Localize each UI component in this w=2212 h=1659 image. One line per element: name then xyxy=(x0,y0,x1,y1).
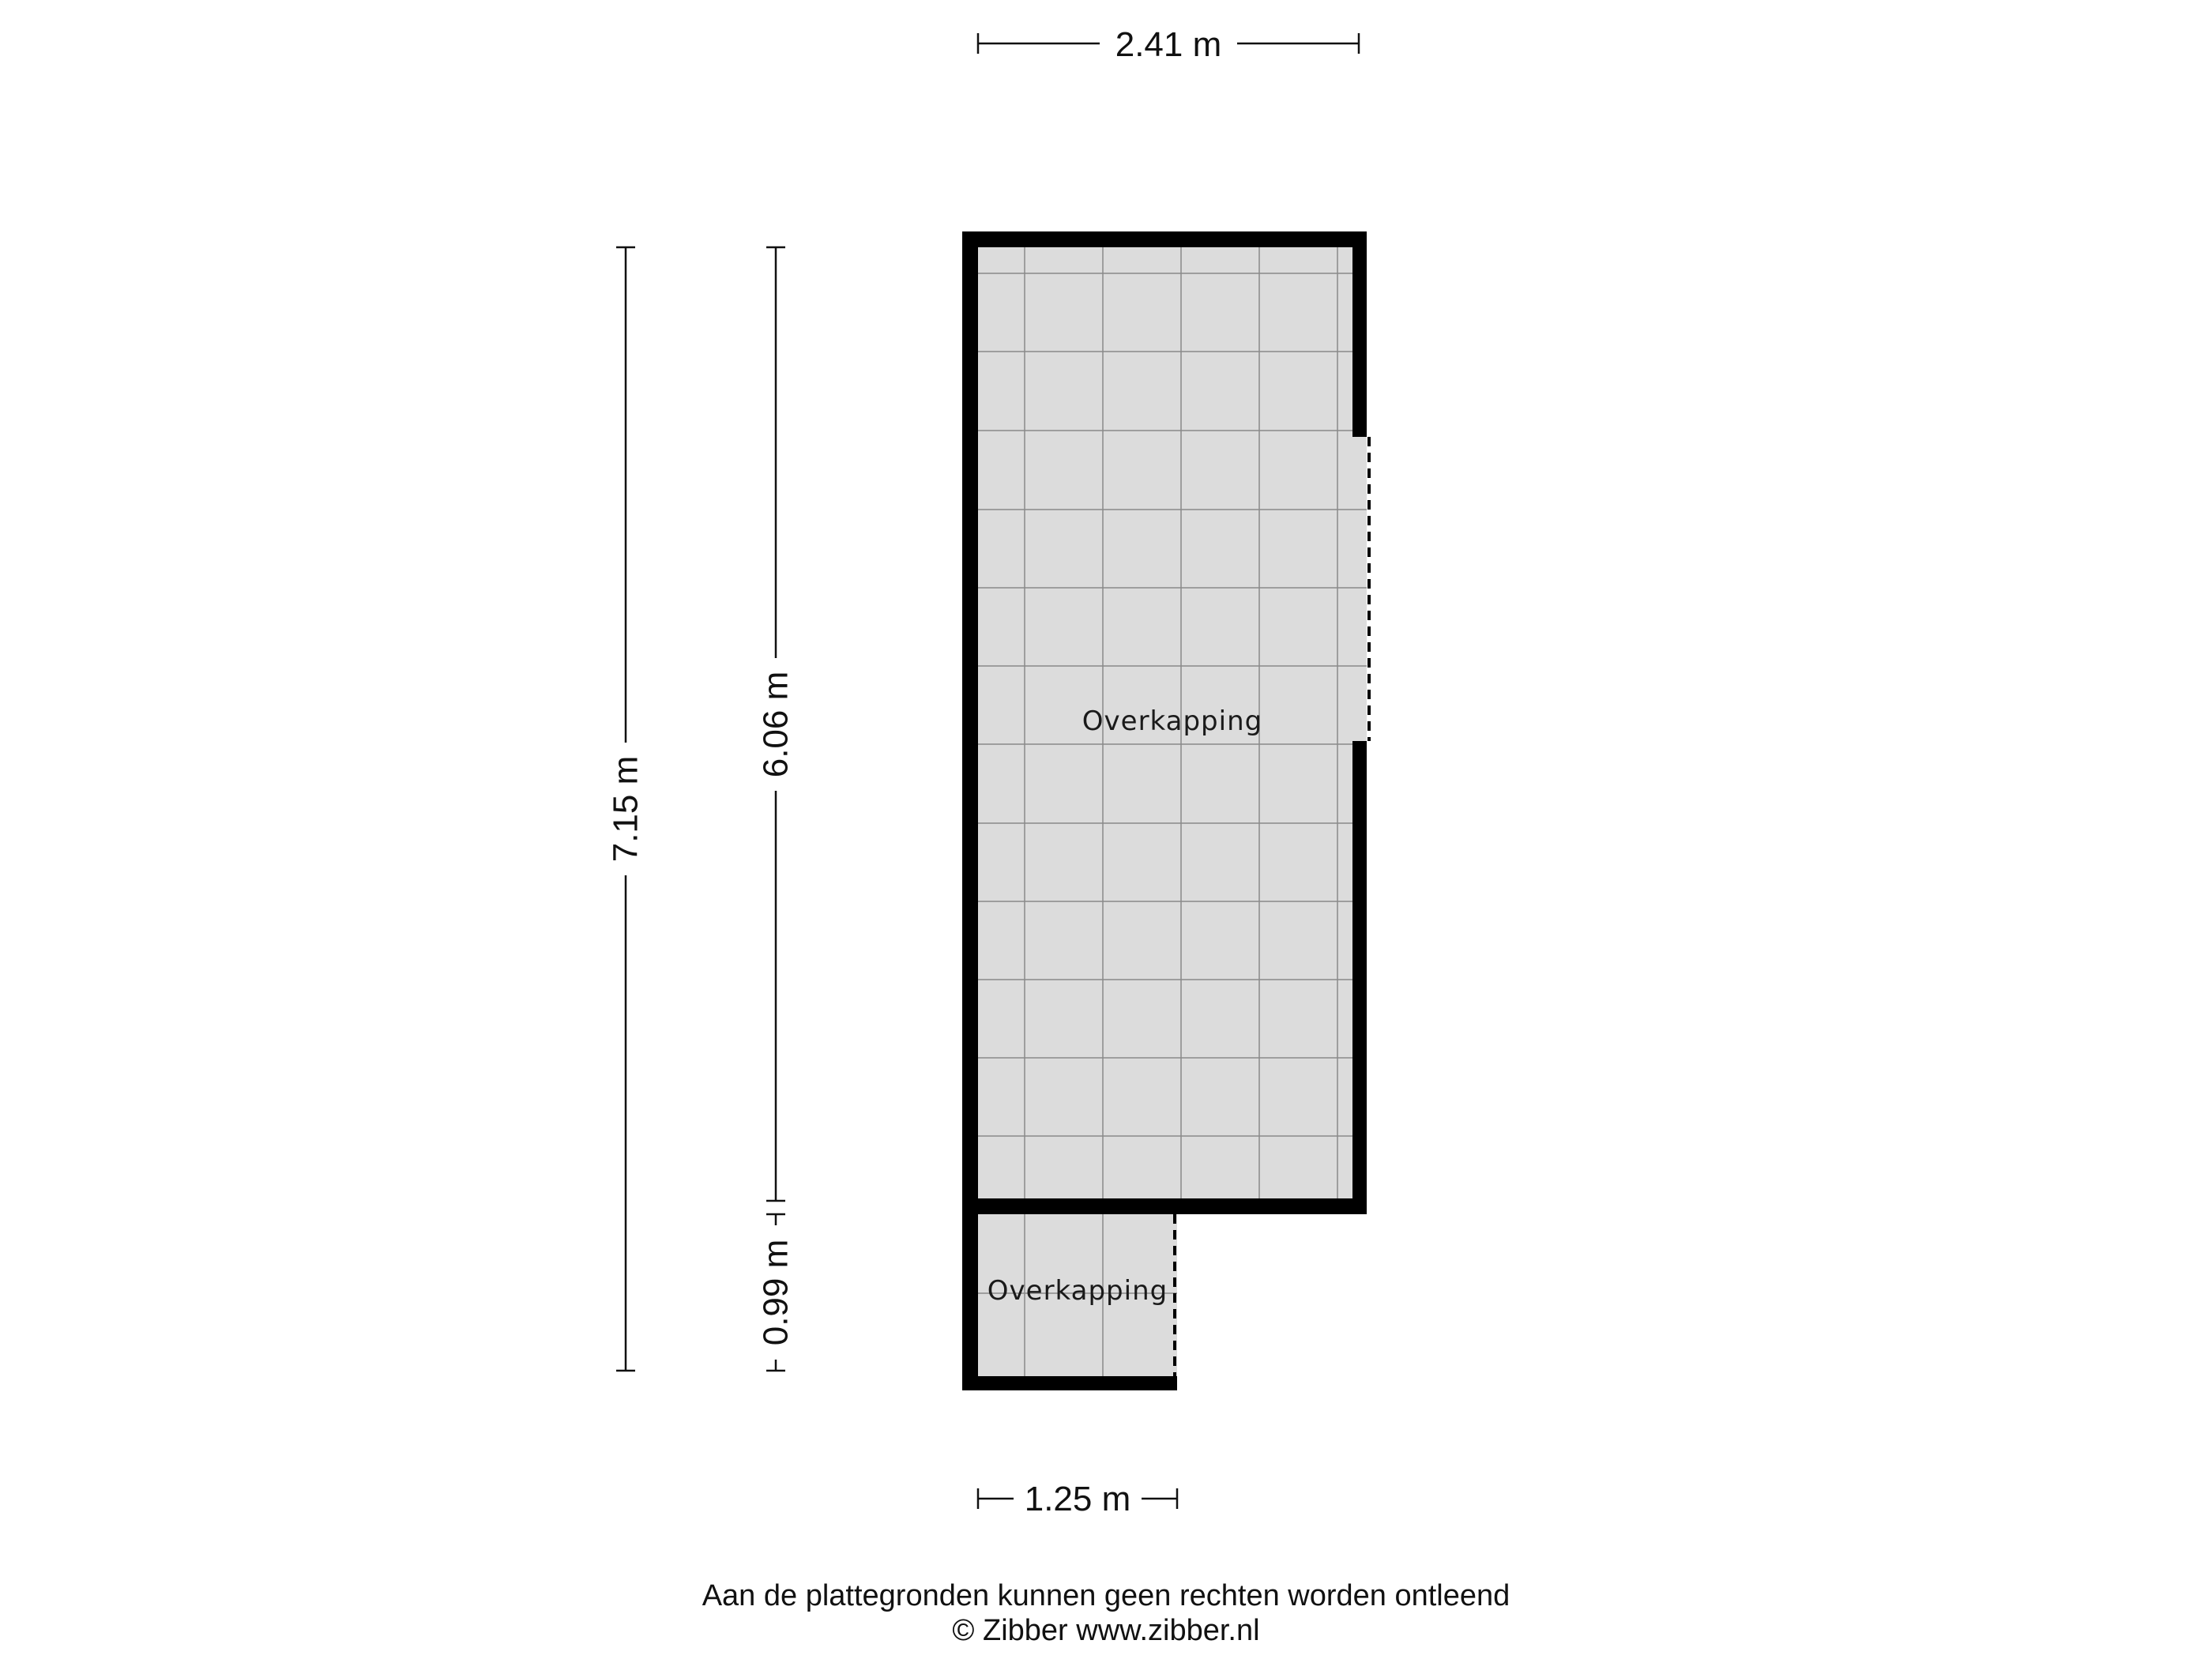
dimension-annex-length-label: 0.99 m xyxy=(756,1239,796,1346)
wall-bottom xyxy=(962,1376,1177,1390)
dimension-top-width-label: 2.41 m xyxy=(1115,25,1222,64)
dimension-total-length-label: 7.15 m xyxy=(606,755,645,863)
wall-top xyxy=(962,231,1367,247)
disclaimer-text: Aan de plattegronden kunnen geen rechten worden ontleend xyxy=(702,1579,1510,1612)
dimension-bottom-width-label: 1.25 m xyxy=(1024,1480,1131,1518)
wall-middle xyxy=(972,1198,1367,1214)
copyright-text: © Zibber www.zibber.nl xyxy=(952,1614,1260,1647)
wall-right-lower xyxy=(1352,741,1367,1214)
dimension-main-length-label: 6.06 m xyxy=(756,671,796,778)
wall-right-upper xyxy=(1352,231,1367,437)
wall-left xyxy=(962,231,978,1390)
room-label-annex: Overkapping xyxy=(987,1275,1168,1307)
room-label-main: Overkapping xyxy=(1082,705,1263,737)
